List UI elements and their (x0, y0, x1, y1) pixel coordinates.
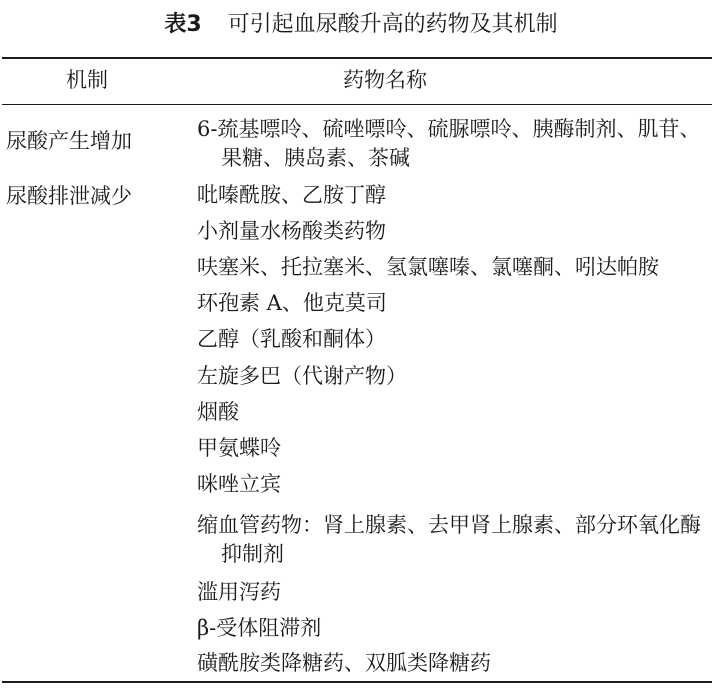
mechanism-cell-decreased-excretion: 尿酸排泄减少 (6, 184, 132, 208)
drug-cell: 烟酸 (197, 400, 239, 424)
table-number: 表3 (164, 12, 202, 37)
drug-cell: 滥用泻药 (197, 580, 281, 604)
table-header-rule (2, 104, 712, 105)
drug-cell: 左旋多巴（代谢产物） (197, 364, 407, 388)
drug-cell: 吡嗪酰胺、乙胺丁醇 (197, 183, 386, 207)
table-title (0, 10, 722, 40)
mechanism-cell-increased-production: 尿酸产生增加 (6, 129, 132, 153)
drug-cell: 甲氨蝶呤 (197, 436, 281, 460)
drug-cell: 呋塞米、托拉塞米、氢氯噻嗪、氯噻酮、吲达帕胺 (197, 255, 659, 279)
header-drug-name: 药物名称 (343, 68, 427, 92)
drug-cell: 环孢素 A、他克莫司 (197, 291, 387, 315)
drug-cell: 磺酰胺类降糖药、双胍类降糖药 (197, 651, 491, 675)
header-mechanism: 机制 (66, 68, 108, 92)
drug-cell: β-受体阻滞剂 (197, 616, 322, 640)
drug-cell: 小剂量水杨酸类药物 (197, 219, 386, 243)
table-bottom-rule (2, 681, 712, 683)
drug-cell: 缩血管药物：肾上腺素、去甲肾上腺素、部分环氧化酶抑制剂 (197, 513, 701, 566)
table-caption: 可引起血尿酸升高的药物及其机制 (227, 12, 558, 37)
drug-cell: 6-巯基嘌呤、硫唑嘌呤、硫脲嘌呤、胰酶制剂、肌苷、果糖、胰岛素、茶碱 (197, 117, 701, 170)
drug-cell: 咪唑立宾 (197, 472, 281, 496)
table-top-rule (2, 57, 712, 59)
drug-cell: 乙醇（乳酸和酮体） (197, 327, 386, 351)
